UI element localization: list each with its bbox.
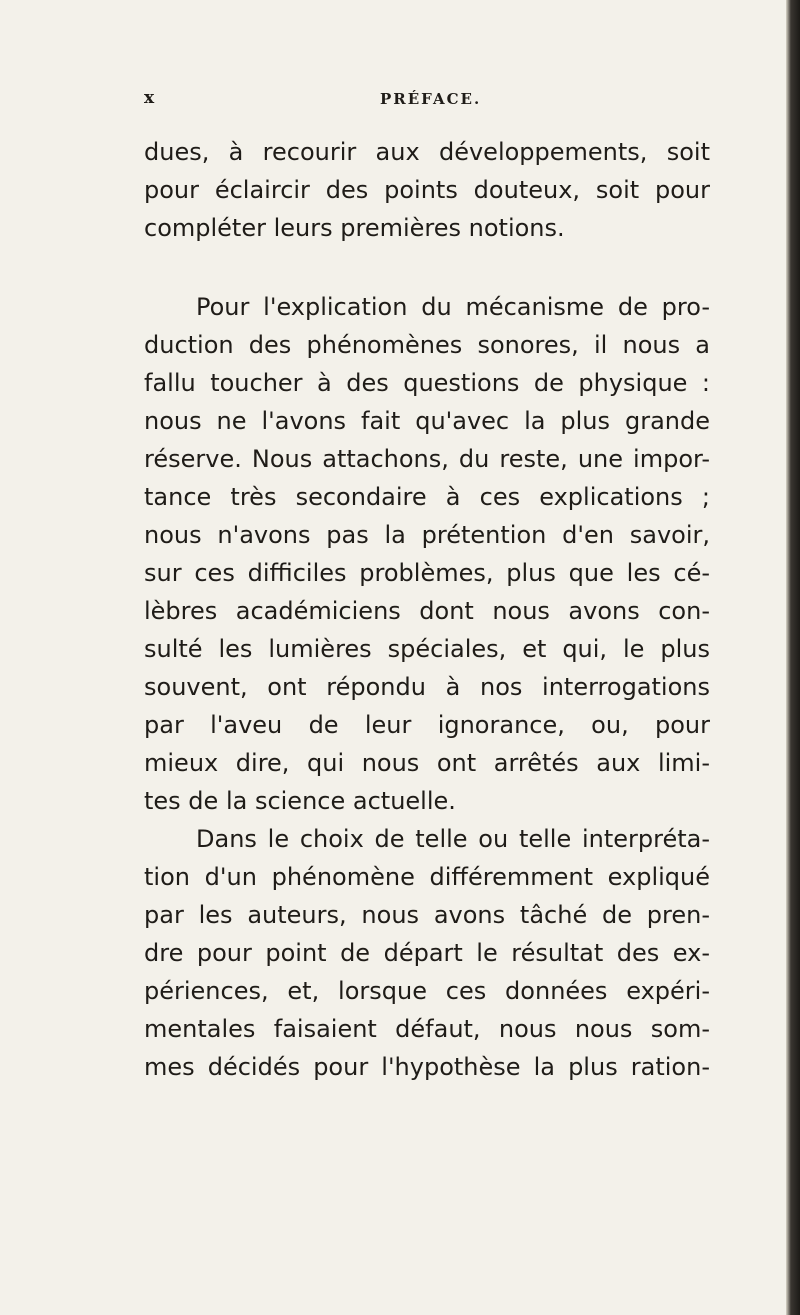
text-line: mes décidés pour l'hypothèse la plus ration- bbox=[144, 1053, 710, 1081]
text-line: nous ne l'avons fait qu'avec la plus grande bbox=[144, 407, 710, 435]
text-line: mentales faisaient défaut, nous nous som- bbox=[144, 1015, 710, 1043]
page-number: x bbox=[144, 88, 157, 108]
text-line: périences, et, lorsque ces données expéri- bbox=[144, 977, 710, 1005]
section-title: PRÉFACE. bbox=[380, 90, 482, 108]
page-edge-shadow bbox=[786, 0, 800, 1315]
text-line: Pour l'explication du mécanisme de pro- bbox=[196, 293, 710, 321]
text-line: compléter leurs premières notions. bbox=[144, 214, 565, 242]
text-line: tance très secondaire à ces explications ; bbox=[144, 483, 710, 511]
text-line: dues, à recourir aux développements, soit bbox=[144, 138, 710, 166]
text-line: tes de la science actuelle. bbox=[144, 787, 456, 815]
text-line: par les auteurs, nous avons tâché de pren- bbox=[144, 901, 710, 929]
text-line: fallu toucher à des questions de physique : bbox=[144, 369, 710, 397]
text-line: Dans le choix de telle ou telle interpréta- bbox=[196, 825, 710, 853]
text-line: duction des phénomènes sonores, il nous a bbox=[144, 331, 710, 359]
text-line: pour éclaircir des points douteux, soit pour bbox=[144, 176, 710, 204]
text-line: sulté les lumières spéciales, et qui, le plus bbox=[144, 635, 710, 663]
text-line: sur ces difficiles problèmes, plus que les cé- bbox=[144, 559, 710, 587]
running-head bbox=[144, 82, 704, 112]
text-line: réserve. Nous attachons, du reste, une impor- bbox=[144, 445, 710, 473]
text-line: nous n'avons pas la prétention d'en savoir, bbox=[144, 521, 710, 549]
text-line: tion d'un phénomène différemment expliqué bbox=[144, 863, 710, 891]
text-line: par l'aveu de leur ignorance, ou, pour bbox=[144, 711, 710, 739]
text-line: lèbres académiciens dont nous avons con- bbox=[144, 597, 710, 625]
text-line: souvent, ont répondu à nos interrogations bbox=[144, 673, 710, 701]
text-line: mieux dire, qui nous ont arrêtés aux limi- bbox=[144, 749, 710, 777]
text-line: dre pour point de départ le résultat des ex- bbox=[144, 939, 710, 967]
